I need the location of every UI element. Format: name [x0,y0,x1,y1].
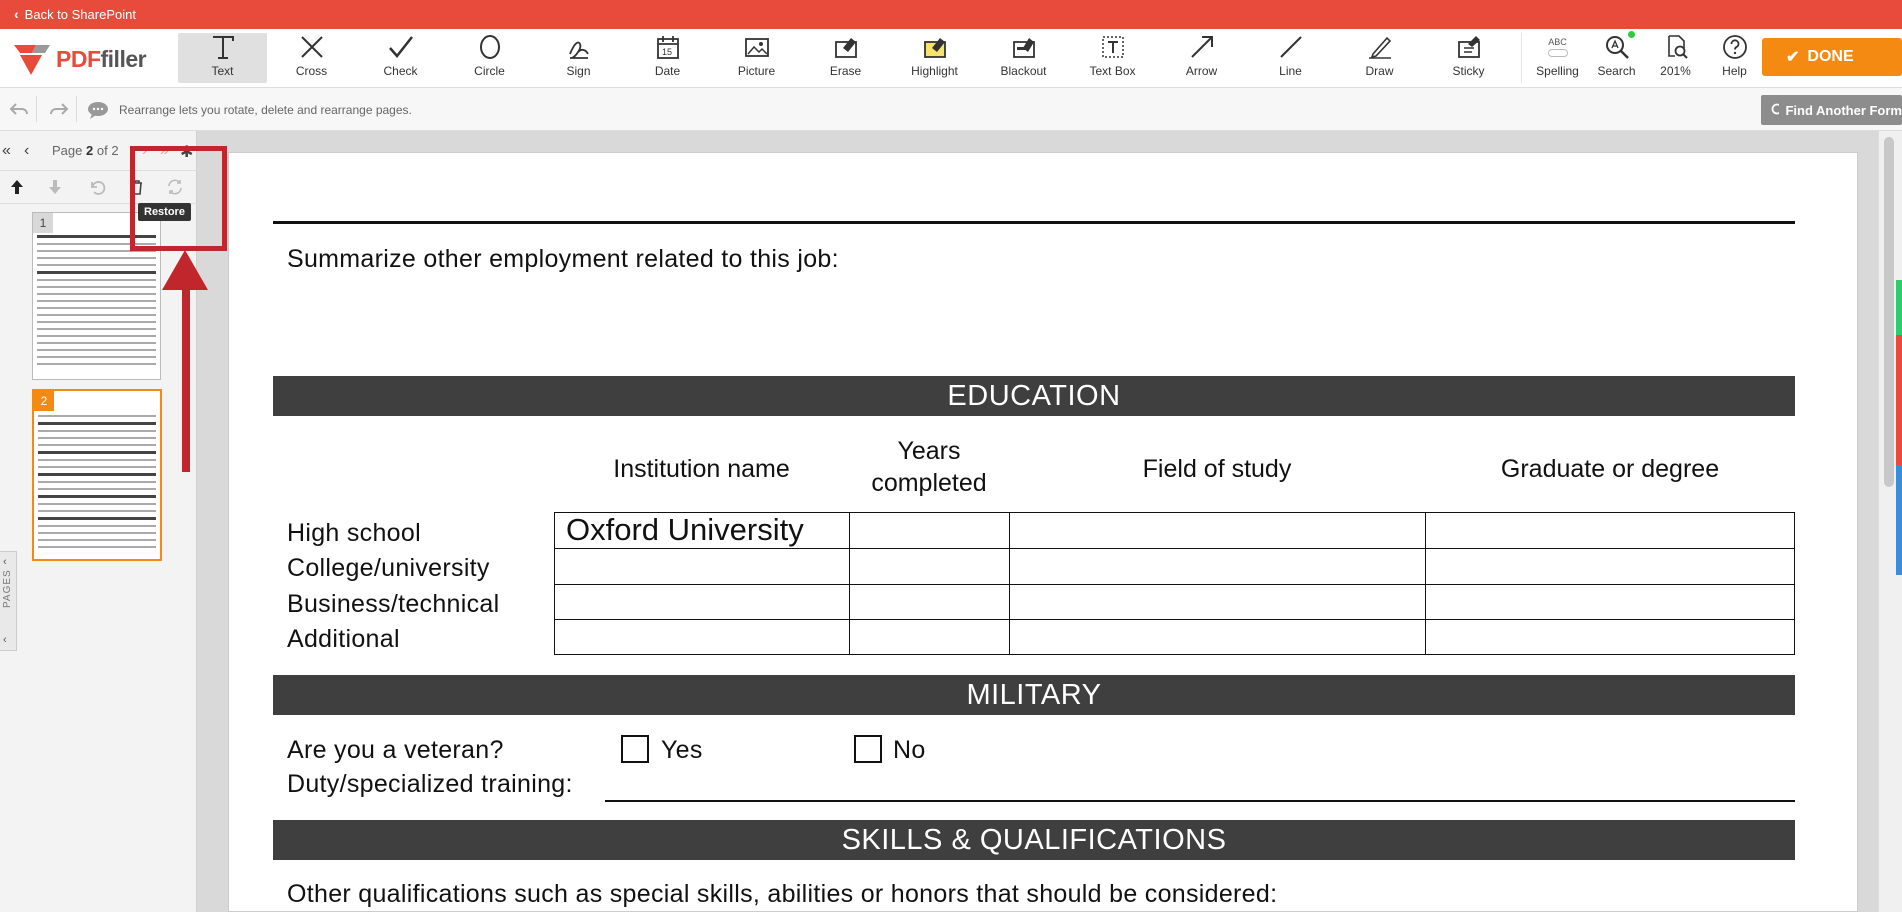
tool-erase-label: Erase [829,64,862,78]
tool-blackout-label: Blackout [1000,64,1047,78]
col-years: Years completed [871,437,987,497]
pdffiller-logo[interactable] [12,41,146,77]
summarize-question: Summarize other employment related to this job: [287,245,839,273]
tool-date[interactable] [623,33,712,83]
education-header: EDUCATION [273,376,1795,416]
tool-cross-label: Cross [295,64,328,78]
divider [1425,513,1426,654]
tool-check-label: Check [383,64,418,78]
veteran-question: Are you a veteran? [287,736,504,764]
tool-spelling-label: Spelling [1536,64,1579,78]
page-prefix: Page [52,143,83,158]
arrow-down-icon [46,178,64,196]
divider [555,584,1794,585]
tool-line-label: Line [1279,64,1302,78]
tool-zoom[interactable] [1646,33,1705,83]
tool-sign-label: Sign [566,64,591,78]
duty-label: Duty/specialized training: [287,770,573,798]
tool-group [178,33,1513,83]
move-down-button[interactable] [46,178,64,196]
tool-arrow[interactable] [1157,33,1246,83]
tool-sticky[interactable] [1424,33,1513,83]
redo-icon [48,100,70,118]
side-color-strip [1896,465,1902,575]
erase-icon [832,33,860,60]
divider [555,619,1794,620]
tool-picture[interactable] [712,33,801,83]
row-label-college: College/university [287,554,490,582]
tool-sticky-label: Sticky [1452,64,1485,78]
check-icon: ✔ [1786,49,1800,66]
text-icon [209,33,237,60]
tool-picture-label: Picture [737,64,776,78]
other-qualifications-question: Other qualifications such as special skills, abilities or honors that should be considered: [287,880,1278,908]
thumbnail-content [37,235,156,375]
tool-erase[interactable] [801,33,890,83]
highlight-icon [921,33,949,60]
page-thumbnail-2[interactable] [32,389,162,561]
pages-tab-label: PAGES [2,569,13,608]
row-label-high-school: High school [287,519,421,547]
institution-input-high-school[interactable]: Oxford University [566,512,804,547]
tool-cross[interactable] [267,33,356,83]
col-institution: Institution name [613,455,790,483]
logo-text-pdf: PDF [56,45,101,72]
thumbnail-number: 2 [34,391,54,411]
help-icon [1721,33,1749,60]
find-another-form-button[interactable] [1761,95,1902,125]
blackout-icon [1010,33,1038,60]
page-of: of 2 [96,143,119,158]
veteran-no-checkbox[interactable] [854,735,882,763]
sign-icon [565,33,593,60]
done-button[interactable] [1762,38,1902,76]
last-page-icon[interactable]: » [160,142,169,159]
main-toolbar [0,29,1902,88]
tool-circle[interactable] [445,33,534,83]
sticky-icon [1455,33,1483,60]
tool-sign[interactable] [534,33,623,83]
check-icon [387,33,415,60]
logo-text-filler: filler [100,45,147,72]
tool-line[interactable] [1246,33,1335,83]
tool-zoom-label: 201% [1660,64,1691,78]
side-color-strip [1896,335,1902,465]
document-page [228,152,1858,912]
search-icon [1771,103,1779,117]
tool-date-label: Date [654,64,681,78]
textbox-icon [1099,33,1127,60]
thumbnail-number: 1 [33,213,53,233]
skills-header: SKILLS & QUALIFICATIONS [273,820,1795,860]
row-label-business: Business/technical [287,590,500,618]
tool-textbox-label: Text Box [1089,64,1136,78]
tool-search-label: Search [1597,64,1636,78]
rotate-icon [88,178,106,196]
chevron-left-icon: ‹ [3,634,7,646]
divider [76,96,77,122]
back-to-sharepoint-link[interactable] [14,6,136,22]
top-bar [0,0,1902,29]
divider [849,513,850,654]
date-icon [654,33,682,60]
done-label: DONE [1807,48,1854,65]
divider [36,96,37,122]
thumbnail-content [38,415,156,555]
restore-tooltip: Restore [138,203,191,221]
logo-icon [12,41,52,77]
redo-button[interactable] [48,100,70,118]
chevron-left-icon: ‹ [3,556,7,568]
next-page-icon[interactable]: › [142,142,148,159]
cross-icon [298,33,326,60]
yes-label: Yes [661,736,703,764]
undo-button[interactable] [8,100,30,118]
picture-icon [743,33,771,60]
collapse-panel-icon[interactable]: « [2,142,11,159]
current-page: 2 [86,143,94,158]
military-header: MILITARY [273,675,1795,715]
tool-group-right [1521,33,1764,83]
col-degree: Graduate or degree [1500,455,1720,483]
prev-page-icon[interactable]: ‹ [24,142,30,159]
line-icon [1277,33,1305,60]
tool-circle-label: Circle [474,64,505,78]
divider [273,221,1795,224]
no-label: No [893,736,926,764]
hint-bar [0,88,1902,131]
gear-icon[interactable]: ✱ [180,144,194,161]
draw-icon [1366,33,1394,60]
logo-text [56,46,146,73]
arrow-up-icon [8,178,26,196]
circle-icon [476,33,504,60]
tool-blackout[interactable] [979,33,1068,83]
tool-highlight-label: Highlight [911,64,958,78]
tool-text[interactable] [178,33,267,83]
tool-spelling[interactable] [1528,33,1587,83]
move-up-button[interactable] [8,178,26,196]
duty-input-line[interactable] [605,800,1795,802]
arrow-icon [1188,33,1216,60]
spelling-abc-text: ABC [1548,36,1567,47]
svg-text:15: 15 [661,46,672,57]
page-indicator [52,143,119,158]
spelling-toggle-icon [1548,49,1568,57]
search-icon [1603,33,1631,60]
tool-highlight[interactable] [890,33,979,83]
scrollbar-thumb[interactable] [1884,137,1894,487]
tool-check[interactable] [356,33,445,83]
tool-draw[interactable] [1335,33,1424,83]
tool-draw-label: Draw [1365,64,1394,78]
tool-help[interactable] [1705,33,1764,83]
pages-tab[interactable] [0,551,17,651]
search-status-dot [1628,31,1635,38]
tool-text-label: Text [211,64,234,78]
annotation-highlight-box [130,146,227,251]
spelling-icon [1544,33,1572,60]
tool-arrow-label: Arrow [1185,64,1218,78]
hint-text: Rearrange lets you rotate, delete and rearrange pages. [119,103,412,117]
zoom-icon [1662,33,1690,60]
tool-help-label: Help [1722,64,1747,78]
col-field: Field of study [1142,455,1292,483]
tool-search[interactable] [1587,33,1646,83]
chat-bubble-icon [87,101,109,119]
undo-icon [8,100,30,118]
rotate-button[interactable] [88,178,106,196]
find-label: Find Another Form [1785,102,1902,118]
tool-textbox[interactable] [1068,33,1157,83]
chevron-left-icon: ‹ [14,6,19,22]
row-label-additional: Additional [287,625,400,653]
annotation-arrow-icon [160,250,210,475]
side-color-strip [1896,280,1902,335]
veteran-yes-checkbox[interactable] [621,735,649,763]
divider [555,548,1794,549]
divider [1009,513,1010,654]
back-label: Back to SharePoint [24,6,136,22]
hint-message [87,101,412,119]
